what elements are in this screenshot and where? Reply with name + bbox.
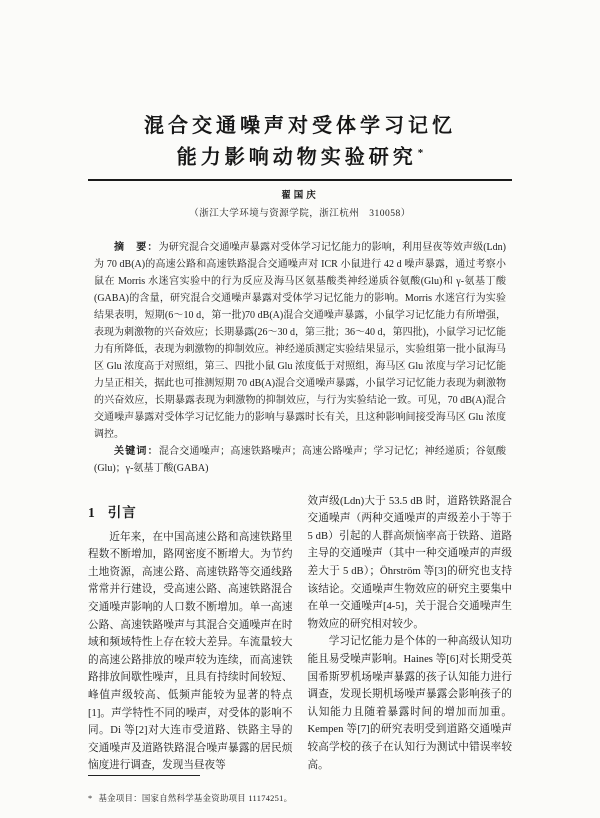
footnote	[88, 792, 293, 804]
footnote-block	[88, 775, 293, 818]
footnote-marker: *	[88, 793, 93, 803]
intro-paragraph-left: 近年来，在中国高速公路和高速铁路里程数不断增加，路网密度不断增大。为节约土地资源，高速公路、高速铁路等交通线路常常并行建设，受高速公路、高速铁路混合交通噪声影响的人口数不断增加。单一高速公路、高速铁路噪声与其混合交通噪声在时域和频域特性上存在较大差异。车流量较大的高速公路排放的噪声较为连续，而高速铁路排放间歇性噪声，且具有持续时间较短、峰值声级较高、低频声能较为显著的特点[1]。声学特性不同的噪声，对受体的影响不同。Di 等[2]对大连市受道路、铁路主导的交通噪声及道路铁路混合噪声暴露的居民烦恼度进行调查，发现当昼夜等	[88, 531, 293, 772]
title-line-1: 混合交通噪声对受体学习记忆	[144, 115, 456, 137]
abstract-paragraph	[94, 239, 506, 443]
footnote-divider	[88, 775, 200, 776]
title-line-2: 能力影响动物实验研究	[176, 146, 417, 169]
author-affiliation: （浙江大学环境与资源学院，浙江杭州 310058）	[189, 208, 411, 219]
abstract-label: 摘 要：	[114, 241, 159, 253]
intro-paragraph-right-continuation: 效声级(Ldn)大于 53.5 dB 时，道路铁路混合交通噪声（两种交通噪声的声级差小于等于 5 dB）引起的人群高烦恼率高于铁路、道路主导的交通噪声（其中一种交通噪声的声级差大于 5 dB）；Öhrström 等[3]的研究也支持该结论。交通噪声生物效应的研究主要集中在单一交通噪声[4-5]，关于混合交通噪声生物效应的研究相对较少。	[307, 495, 512, 630]
title-divider	[88, 179, 512, 181]
abstract-block	[94, 239, 506, 477]
keywords-paragraph	[94, 443, 506, 477]
right-column	[308, 493, 513, 775]
abstract-text: 为研究混合交通噪声暴露对受体学习记忆能力的影响，利用昼夜等效声级(Ldn)为 70 dB(A)的高速公路和高速铁路混合交通噪声对 ICR 小鼠进行 42 d 噪声暴露，通过考察小鼠在 Morris 水迷宫实验中的行为反应及海马区氨基酸类神经递质谷氨酸(Glu)和 γ-氨基丁酸(GABA)的含量，研究混合交通噪声暴露对受体学习记忆能力的影响。Morris 水迷宫行为实验结果表明，短期(6～10 d，第一批)70 dB(A)混合交通噪声暴露，小鼠学习记忆能力有所增强，表现为刺激物的兴奋效应；长期暴露(26～30 d，第三批；36～40 d，第四批)，小鼠学习记忆能力有所降低，表现为刺激物的抑制效应。神经递质测定实验结果显示，实验组第一批小鼠海马区 Glu 浓度高于对照组，第三、四批小鼠 Glu 浓度低于对照组，海马区 Glu 浓度与学习记忆能力呈正相关，据此也可推测短期 70 dB(A)混合交通噪声暴露，小鼠学习记忆能力表现为刺激物的兴奋效应，长期暴露表现为刺激物的抑制效应，与行为实验结论一致。可见，70 dB(A)混合交通噪声暴露对受体学习记忆能力的影响与暴露时长有关，且这种影响间接受海马区 Glu 浓度调控。	[94, 241, 507, 440]
section-1-heading	[88, 501, 293, 521]
keywords-text: 混合交通噪声；高速铁路噪声；高速公路噪声；学习记忆；神经递质；谷氨酸(Glu)；γ-氨基丁酸(GABA)	[94, 445, 507, 474]
author-name: 翟国庆	[281, 190, 319, 201]
left-column	[88, 493, 293, 803]
intro-paragraph-right-2: 学习记忆能力是个体的一种高级认知功能且易受噪声影响。Haines 等[6]对长期受英国希斯罗机场噪声暴露的孩子认知能力进行调查，发现长期机场噪声暴露会影响孩子的认知能力且随着暴露时间的增加而加重。Kempen 等[7]的研究表明受到道路交通噪声较高学校的孩子在认知行为测试中错误率较高。	[307, 636, 512, 771]
footnote-text: 基金项目：国家自然科学基金资助项目 11174251。	[98, 793, 293, 803]
body-columns	[88, 493, 512, 803]
page-title	[88, 113, 512, 172]
keywords-label: 关键词：	[114, 445, 159, 457]
title-footnote-asterisk: *	[417, 147, 424, 159]
section-1-title: 引言	[107, 504, 137, 520]
section-1-number: 1	[88, 504, 96, 520]
